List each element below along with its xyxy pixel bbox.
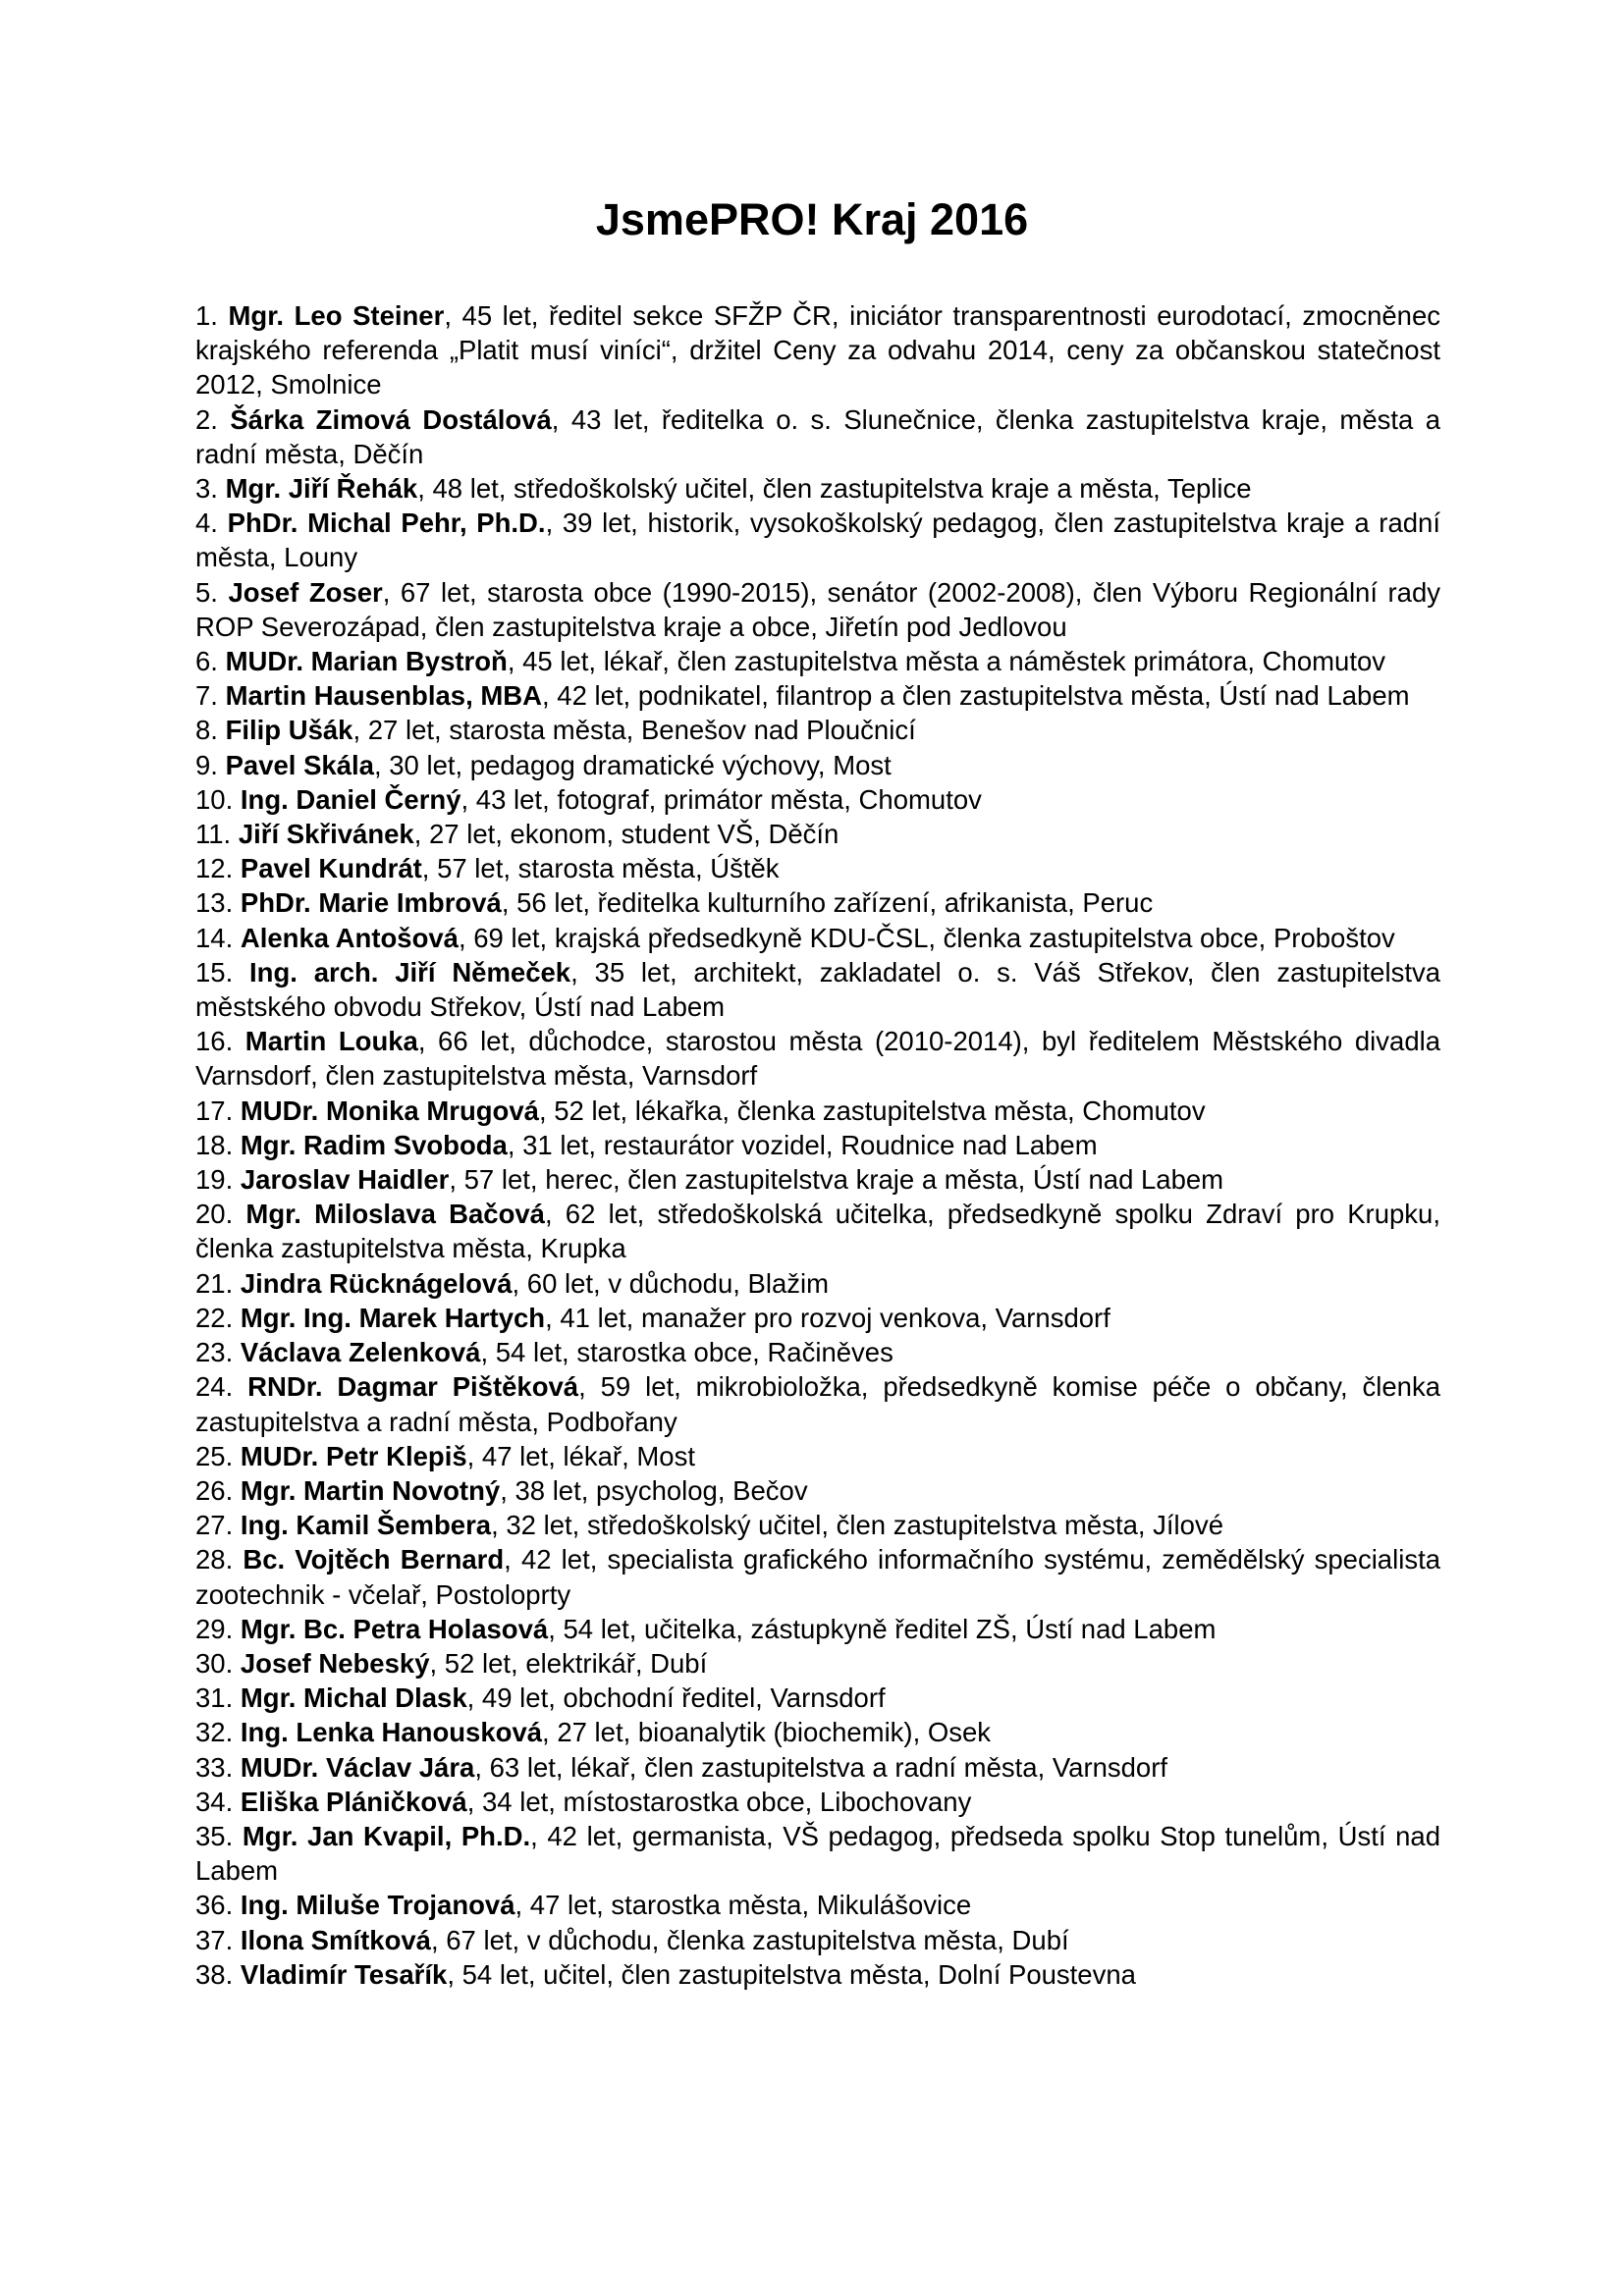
candidate-name: Mgr. Jan Kvapil, Ph.D. xyxy=(242,1820,531,1851)
entry-number: 20. xyxy=(195,1199,234,1230)
candidate-description: , 43 let, ředitelka o. s. Slunečnice, členka zastupitelstva kraje, města a radní města, Děčín xyxy=(195,403,1441,469)
candidate-entry xyxy=(195,1508,1440,1542)
candidate-description: , 52 let, lékařka, členka zastupitelstva města, Chomutov xyxy=(538,1095,1206,1126)
entry-number: 7. xyxy=(195,680,218,712)
entry-number: 9. xyxy=(195,749,218,780)
candidate-entry xyxy=(195,851,1440,885)
candidate-name: Václava Zelenková xyxy=(240,1337,481,1368)
candidate-name: Filip Ušák xyxy=(225,715,353,746)
candidate-entry xyxy=(195,1301,1440,1335)
entry-number: 36. xyxy=(195,1890,234,1921)
candidate-description: , 45 let, ředitel sekce SFŽP ČR, iniciátor transparentnosti eurodotací, zmocněnec krajského referenda „Platit musí viníci“, držitel Ceny za odvahu 2014, ceny za občanskou statečnost 2012, Smolnice xyxy=(195,300,1440,400)
candidate-entry xyxy=(195,1715,1440,1749)
candidate-name: MUDr. Petr Klepiš xyxy=(240,1440,467,1471)
candidate-description: , 42 let, specialista grafického informačního systému, zemědělský specialista zootechnik - včelař, Postoloprty xyxy=(195,1544,1441,1610)
candidate-name: Ing. arch. Jiří Němeček xyxy=(249,956,571,988)
entry-number: 15. xyxy=(195,956,234,988)
candidate-entry xyxy=(195,921,1440,955)
candidate-entry xyxy=(195,1681,1440,1715)
candidate-entry xyxy=(195,1335,1440,1369)
entry-number: 34. xyxy=(195,1786,234,1817)
candidate-entry xyxy=(195,1612,1440,1646)
candidate-name: Ing. Kamil Šembera xyxy=(240,1510,492,1541)
candidate-name: Martin Hausenblas, MBA xyxy=(225,680,542,712)
candidate-description: , 27 let, starosta města, Benešov nad Ploučnicí xyxy=(352,715,916,746)
entry-number: 13. xyxy=(195,887,234,919)
candidate-entry xyxy=(195,1128,1440,1162)
candidate-entry xyxy=(195,1785,1440,1819)
candidate-name: Mgr. Martin Novotný xyxy=(240,1474,501,1506)
candidate-description: , 34 let, místostarostka obce, Libochovany xyxy=(466,1786,972,1817)
entry-number: 12. xyxy=(195,853,234,884)
candidate-description: , 43 let, fotograf, primátor města, Chomutov xyxy=(460,783,982,815)
entry-number: 23. xyxy=(195,1337,234,1368)
candidate-name: PhDr. Marie Imbrová xyxy=(240,887,502,919)
candidate-name: MUDr. Václav Jára xyxy=(240,1751,475,1783)
entry-number: 5. xyxy=(195,576,218,608)
page-title: JsmePRO! Kraj 2016 xyxy=(595,194,1029,244)
entry-number: 1. xyxy=(195,300,218,331)
candidate-description: , 56 let, ředitelka kulturního zařízení, afrikanista, Peruc xyxy=(501,887,1154,919)
candidate-list xyxy=(195,298,1440,1992)
candidate-entry xyxy=(195,1369,1440,1438)
candidate-description: , 42 let, germanista, VŠ pedagog, předseda spolku Stop tunelům, Ústí nad Labem xyxy=(195,1820,1440,1887)
entry-number: 25. xyxy=(195,1440,234,1471)
candidate-entry xyxy=(195,713,1440,747)
candidate-description: , 47 let, lékař, Most xyxy=(466,1440,695,1471)
candidate-name: Mgr. Leo Steiner xyxy=(228,300,445,331)
candidate-entry xyxy=(195,1819,1440,1888)
candidate-name: Mgr. Jiří Řehák xyxy=(225,473,418,505)
candidate-entry xyxy=(195,1750,1440,1785)
candidate-entry xyxy=(195,1094,1440,1128)
entry-number: 37. xyxy=(195,1924,234,1955)
candidate-entry xyxy=(195,782,1440,817)
entry-number: 4. xyxy=(195,507,218,539)
candidate-name: MUDr. Marian Bystroň xyxy=(225,646,508,677)
entry-number: 24. xyxy=(195,1371,234,1403)
candidate-name: Josef Nebeský xyxy=(240,1647,430,1679)
entry-number: 18. xyxy=(195,1129,234,1160)
candidate-name: Ing. Miluše Trojanová xyxy=(240,1890,515,1921)
candidate-entry xyxy=(195,1024,1440,1093)
candidate-entry xyxy=(195,678,1440,713)
candidate-description: , 57 let, starosta města, Úštěk xyxy=(421,853,780,884)
candidate-name: MUDr. Monika Mrugová xyxy=(240,1095,539,1126)
candidate-name: Jaroslav Haidler xyxy=(240,1164,450,1196)
entry-number: 31. xyxy=(195,1682,234,1714)
candidate-description: , 48 let, středoškolský učitel, člen zastupitelstva kraje a města, Teplice xyxy=(417,473,1252,505)
candidate-entry xyxy=(195,748,1440,782)
candidate-name: Mgr. Bc. Petra Holasová xyxy=(240,1613,549,1644)
entry-number: 3. xyxy=(195,473,218,505)
entry-number: 27. xyxy=(195,1510,234,1541)
candidate-description: , 54 let, učitelka, zástupkyně ředitel ZŠ, Ústí nad Labem xyxy=(548,1613,1217,1644)
entry-number: 17. xyxy=(195,1095,234,1126)
candidate-description: , 57 let, herec, člen zastupitelstva kraje a města, Ústí nad Labem xyxy=(449,1164,1224,1196)
entry-number: 29. xyxy=(195,1613,234,1644)
candidate-entry xyxy=(195,298,1440,402)
candidate-name: RNDr. Dagmar Pištěková xyxy=(247,1371,579,1403)
candidate-name: Martin Louka xyxy=(244,1026,418,1057)
candidate-name: Mgr. Ing. Marek Hartych xyxy=(240,1302,546,1333)
candidate-entry xyxy=(195,1473,1440,1508)
candidate-description: , 62 let, středoškolská učitelka, předsedkyně spolku Zdraví pro Krupku, členka zastupitelstva města, Krupka xyxy=(195,1199,1440,1264)
candidate-name: Mgr. Miloslava Bačová xyxy=(245,1199,545,1230)
candidate-description: , 54 let, starostka obce, Račiněves xyxy=(480,1337,893,1368)
entry-number: 32. xyxy=(195,1717,234,1748)
candidate-description: , 47 let, starostka města, Mikulášovice xyxy=(514,1890,972,1921)
candidate-name: Pavel Kundrát xyxy=(240,853,422,884)
candidate-entry xyxy=(195,1197,1440,1265)
candidate-name: Ing. Lenka Hanousková xyxy=(240,1717,543,1748)
candidate-description: , 31 let, restaurátor vozidel, Roudnice nad Labem xyxy=(507,1129,1098,1160)
candidate-description: , 69 let, krajská předsedkyně KDU-ČSL, členka zastupitelstva obce, Proboštov xyxy=(458,922,1395,953)
candidate-description: , 54 let, učitel, člen zastupitelstva města, Dolní Poustevna xyxy=(447,1958,1136,1990)
candidate-description: , 66 let, důchodce, starostou města (2010-2014), byl ředitelem Městského divadla Varnsdorf, člen zastupitelstva města, Varnsdorf xyxy=(195,1026,1441,1092)
entry-number: 11. xyxy=(195,819,232,850)
candidate-entry xyxy=(195,506,1440,574)
entry-number: 21. xyxy=(195,1267,234,1299)
candidate-name: Pavel Skála xyxy=(225,749,374,780)
candidate-description: , 60 let, v důchodu, Blažim xyxy=(512,1267,830,1299)
candidate-entry xyxy=(195,1646,1440,1681)
candidate-entry xyxy=(195,1266,1440,1301)
candidate-name: Mgr. Michal Dlask xyxy=(240,1682,467,1714)
candidate-name: Alenka Antošová xyxy=(240,922,459,953)
entry-number: 19. xyxy=(195,1164,234,1196)
candidate-entry xyxy=(195,1542,1440,1611)
candidate-name: Ing. Daniel Černý xyxy=(240,783,461,815)
candidate-description: , 59 let, mikrobioložka, předsedkyně komise péče o občany, členka zastupitelstva a radní města, Podbořany xyxy=(195,1371,1441,1437)
candidate-entry xyxy=(195,1923,1440,1957)
entry-number: 30. xyxy=(195,1647,234,1679)
candidate-entry xyxy=(195,955,1440,1024)
candidate-entry xyxy=(195,471,1440,506)
candidate-name: Bc. Vojtěch Bernard xyxy=(243,1544,505,1575)
candidate-description: , 42 let, podnikatel, filantrop a člen zastupitelstva města, Ústí nad Labem xyxy=(542,680,1410,712)
candidate-description: , 39 let, historik, vysokoškolský pedagog, člen zastupitelstva kraje a radní města, Louny xyxy=(195,507,1440,573)
candidate-entry xyxy=(195,1957,1440,1992)
candidate-name: Jiří Skřivánek xyxy=(238,819,414,850)
candidate-description: , 41 let, manažer pro rozvoj venkova, Varnsdorf xyxy=(545,1302,1110,1333)
entry-number: 14. xyxy=(195,922,234,953)
candidate-description: , 67 let, v důchodu, členka zastupitelstva města, Dubí xyxy=(430,1924,1069,1955)
candidate-entry xyxy=(195,644,1440,678)
candidate-description: , 32 let, středoškolský učitel, člen zastupitelstva města, Jílové xyxy=(491,1510,1223,1541)
candidate-name: Šárka Zimová Dostálová xyxy=(230,403,552,435)
candidate-entry xyxy=(195,575,1440,644)
candidate-name: Eliška Pláničková xyxy=(240,1786,467,1817)
entry-number: 38. xyxy=(195,1958,234,1990)
candidate-entry xyxy=(195,817,1440,851)
candidate-description: , 67 let, starosta obce (1990-2015), senátor (2002-2008), člen Výboru Regionální rady ROP Severozápad, člen zastupitelstva kraje a obce, Jiřetín pod Jedlovou xyxy=(195,576,1441,642)
candidate-name: Vladimír Tesařík xyxy=(240,1958,448,1990)
candidate-entry xyxy=(195,1162,1440,1197)
candidate-description: , 30 let, pedagog dramatické výchovy, Most xyxy=(373,749,892,780)
candidate-name: Josef Zoser xyxy=(228,576,383,608)
candidate-name: Jindra Rücknágelová xyxy=(240,1267,513,1299)
entry-number: 33. xyxy=(195,1751,234,1783)
entry-number: 10. xyxy=(195,783,234,815)
candidate-description: , 45 let, lékař, člen zastupitelstva města a náměstek primátora, Chomutov xyxy=(507,646,1386,677)
candidate-description: , 35 let, architekt, zakladatel o. s. Váš Střekov, člen zastupitelstva městského obvodu Střekov, Ústí nad Labem xyxy=(195,956,1441,1023)
entry-number: 2. xyxy=(195,403,218,435)
candidate-description: , 49 let, obchodní ředitel, Varnsdorf xyxy=(466,1682,886,1714)
entry-number: 16. xyxy=(195,1026,234,1057)
candidate-description: , 63 let, lékař, člen zastupitelstva a radní města, Varnsdorf xyxy=(474,1751,1168,1783)
entry-number: 8. xyxy=(195,715,218,746)
entry-number: 22. xyxy=(195,1302,234,1333)
candidate-description: , 38 let, psycholog, Bečov xyxy=(500,1474,808,1506)
candidate-entry xyxy=(195,885,1440,920)
candidate-entry xyxy=(195,1439,1440,1473)
entry-number: 28. xyxy=(195,1544,234,1575)
entry-number: 26. xyxy=(195,1474,234,1506)
entry-number: 35. xyxy=(195,1820,234,1851)
candidate-description: , 27 let, ekonom, student VŠ, Děčín xyxy=(413,819,839,850)
entry-number: 6. xyxy=(195,646,218,677)
candidate-description: , 27 let, bioanalytik (biochemik), Osek xyxy=(542,1717,992,1748)
candidate-name: Ilona Smítková xyxy=(240,1924,431,1955)
candidate-name: PhDr. Michal Pehr, Ph.D. xyxy=(227,507,546,539)
candidate-entry xyxy=(195,402,1440,471)
candidate-description: , 52 let, elektrikář, Dubí xyxy=(429,1647,708,1679)
candidate-entry xyxy=(195,1888,1440,1922)
candidate-name: Mgr. Radim Svoboda xyxy=(240,1129,508,1160)
